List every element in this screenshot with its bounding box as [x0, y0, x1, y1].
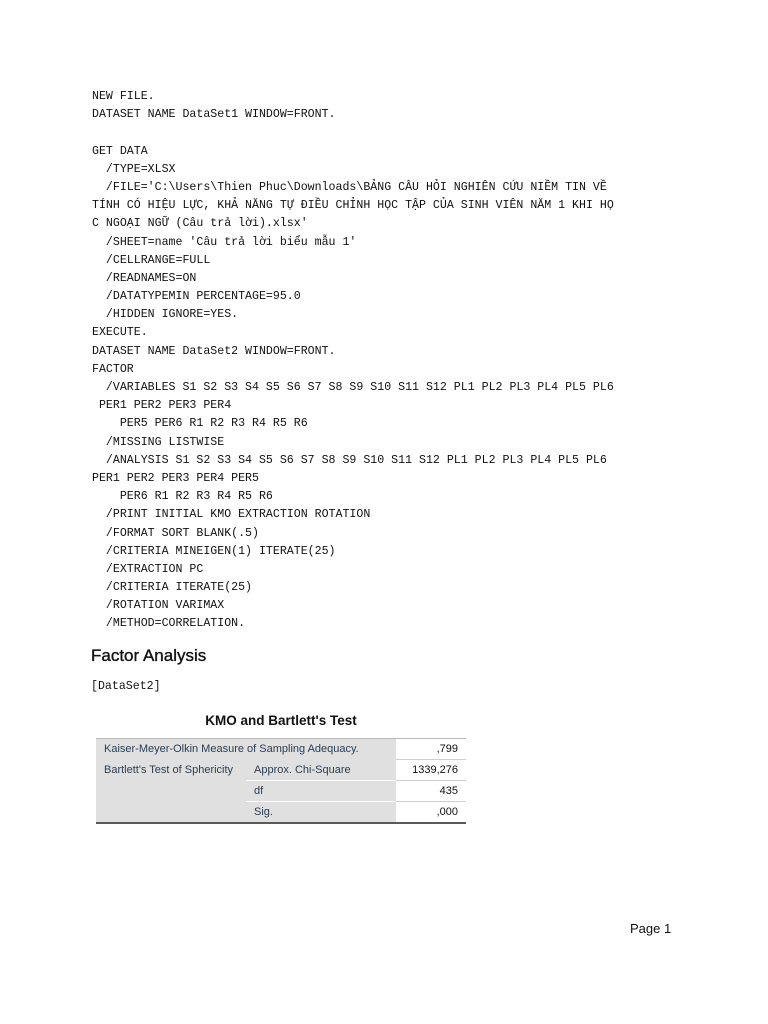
syntax-line [92, 124, 614, 142]
syntax-line: NEW FILE. [92, 90, 155, 103]
sig-label: Sig. [246, 802, 396, 824]
syntax-line: /VARIABLES S1 S2 S3 S4 S5 S6 S7 S8 S9 S10 S11 S12 PL1 PL2 PL3 PL4 PL5 PL6 [92, 381, 614, 394]
chi-square-value: 1339,276 [396, 760, 466, 781]
syntax-line: /HIDDEN IGNORE=YES. [92, 308, 239, 322]
syntax-line: GET DATA [92, 144, 148, 158]
syntax-line: /ANALYSIS S1 S2 S3 S4 S5 S6 S7 S8 S9 S10 S11 S12 PL1 PL2 PL3 PL4 PL5 PL6 [92, 453, 607, 467]
bartlett-label: Bartlett's Test of Sphericity [96, 760, 246, 824]
syntax-line: /MISSING LISTWISE [92, 435, 225, 449]
syntax-line: FACTOR [92, 362, 134, 376]
syntax-line: /CRITERIA ITERATE(25) [92, 581, 253, 595]
syntax-line: /ROTATION VARIMAX [92, 599, 225, 613]
page-number: Page 1 [630, 921, 672, 936]
table-row-chi-square [96, 760, 466, 781]
syntax-log [92, 88, 614, 634]
sig-value: ,000 [396, 802, 466, 824]
syntax-line: EXECUTE. [92, 326, 148, 340]
df-value: 435 [396, 781, 466, 802]
chi-square-label: Approx. Chi-Square [246, 760, 396, 781]
syntax-line: /READNAMES=ON [92, 271, 197, 285]
syntax-line: /FILE='C:\Users\Thien Phuc\Downloads\BẢNG CÂU HỎI NGHIÊN CỨU NIỀM TIN VỀ [92, 180, 607, 194]
syntax-line: /FORMAT SORT BLANK(.5) [92, 526, 259, 540]
kmo-label: Kaiser-Meyer-Olkin Measure of Sampling Adequacy. [96, 739, 396, 760]
syntax-line: PER1 PER2 PER3 PER4 PER5 [92, 471, 259, 485]
syntax-line: /TYPE=XLSX [92, 162, 176, 176]
syntax-line: /EXTRACTION PC [92, 562, 204, 576]
dataset-label: [DataSet2] [91, 680, 161, 693]
syntax-line: /METHOD=CORRELATION. [92, 617, 246, 631]
syntax-line: /PRINT INITIAL KMO EXTRACTION ROTATION [92, 508, 371, 522]
kmo-bartlett-table [96, 738, 466, 824]
syntax-line: PER1 PER2 PER3 PER4 [92, 399, 232, 413]
table-row-kmo [96, 739, 466, 760]
section-heading: Factor Analysis [91, 646, 207, 665]
syntax-line: DATASET NAME DataSet1 WINDOW=FRONT. [92, 108, 336, 122]
syntax-line: C NGOẠI NGỮ (Câu trả lời).xlsx' [92, 217, 308, 231]
df-label: df [246, 781, 396, 802]
syntax-line: PER6 R1 R2 R3 R4 R5 R6 [92, 490, 273, 504]
syntax-line: /SHEET=name 'Câu trả lời biểu mẫu 1' [92, 235, 357, 249]
syntax-line: /CELLRANGE=FULL [92, 253, 211, 267]
kmo-table-title: KMO and Bartlett's Test [205, 713, 357, 728]
kmo-value: ,799 [396, 739, 466, 760]
syntax-line: PER5 PER6 R1 R2 R3 R4 R5 R6 [92, 417, 308, 431]
syntax-line: /DATATYPEMIN PERCENTAGE=95.0 [92, 290, 301, 304]
syntax-line: /CRITERIA MINEIGEN(1) ITERATE(25) [92, 544, 336, 558]
syntax-line: DATASET NAME DataSet2 WINDOW=FRONT. [92, 344, 336, 358]
syntax-line: TÍNH CÓ HIỆU LỰC, KHẢ NĂNG TỰ ĐIỀU CHỈNH HỌC TẬP CỦA SINH VIÊN NĂM 1 KHI HỌ [92, 199, 614, 213]
